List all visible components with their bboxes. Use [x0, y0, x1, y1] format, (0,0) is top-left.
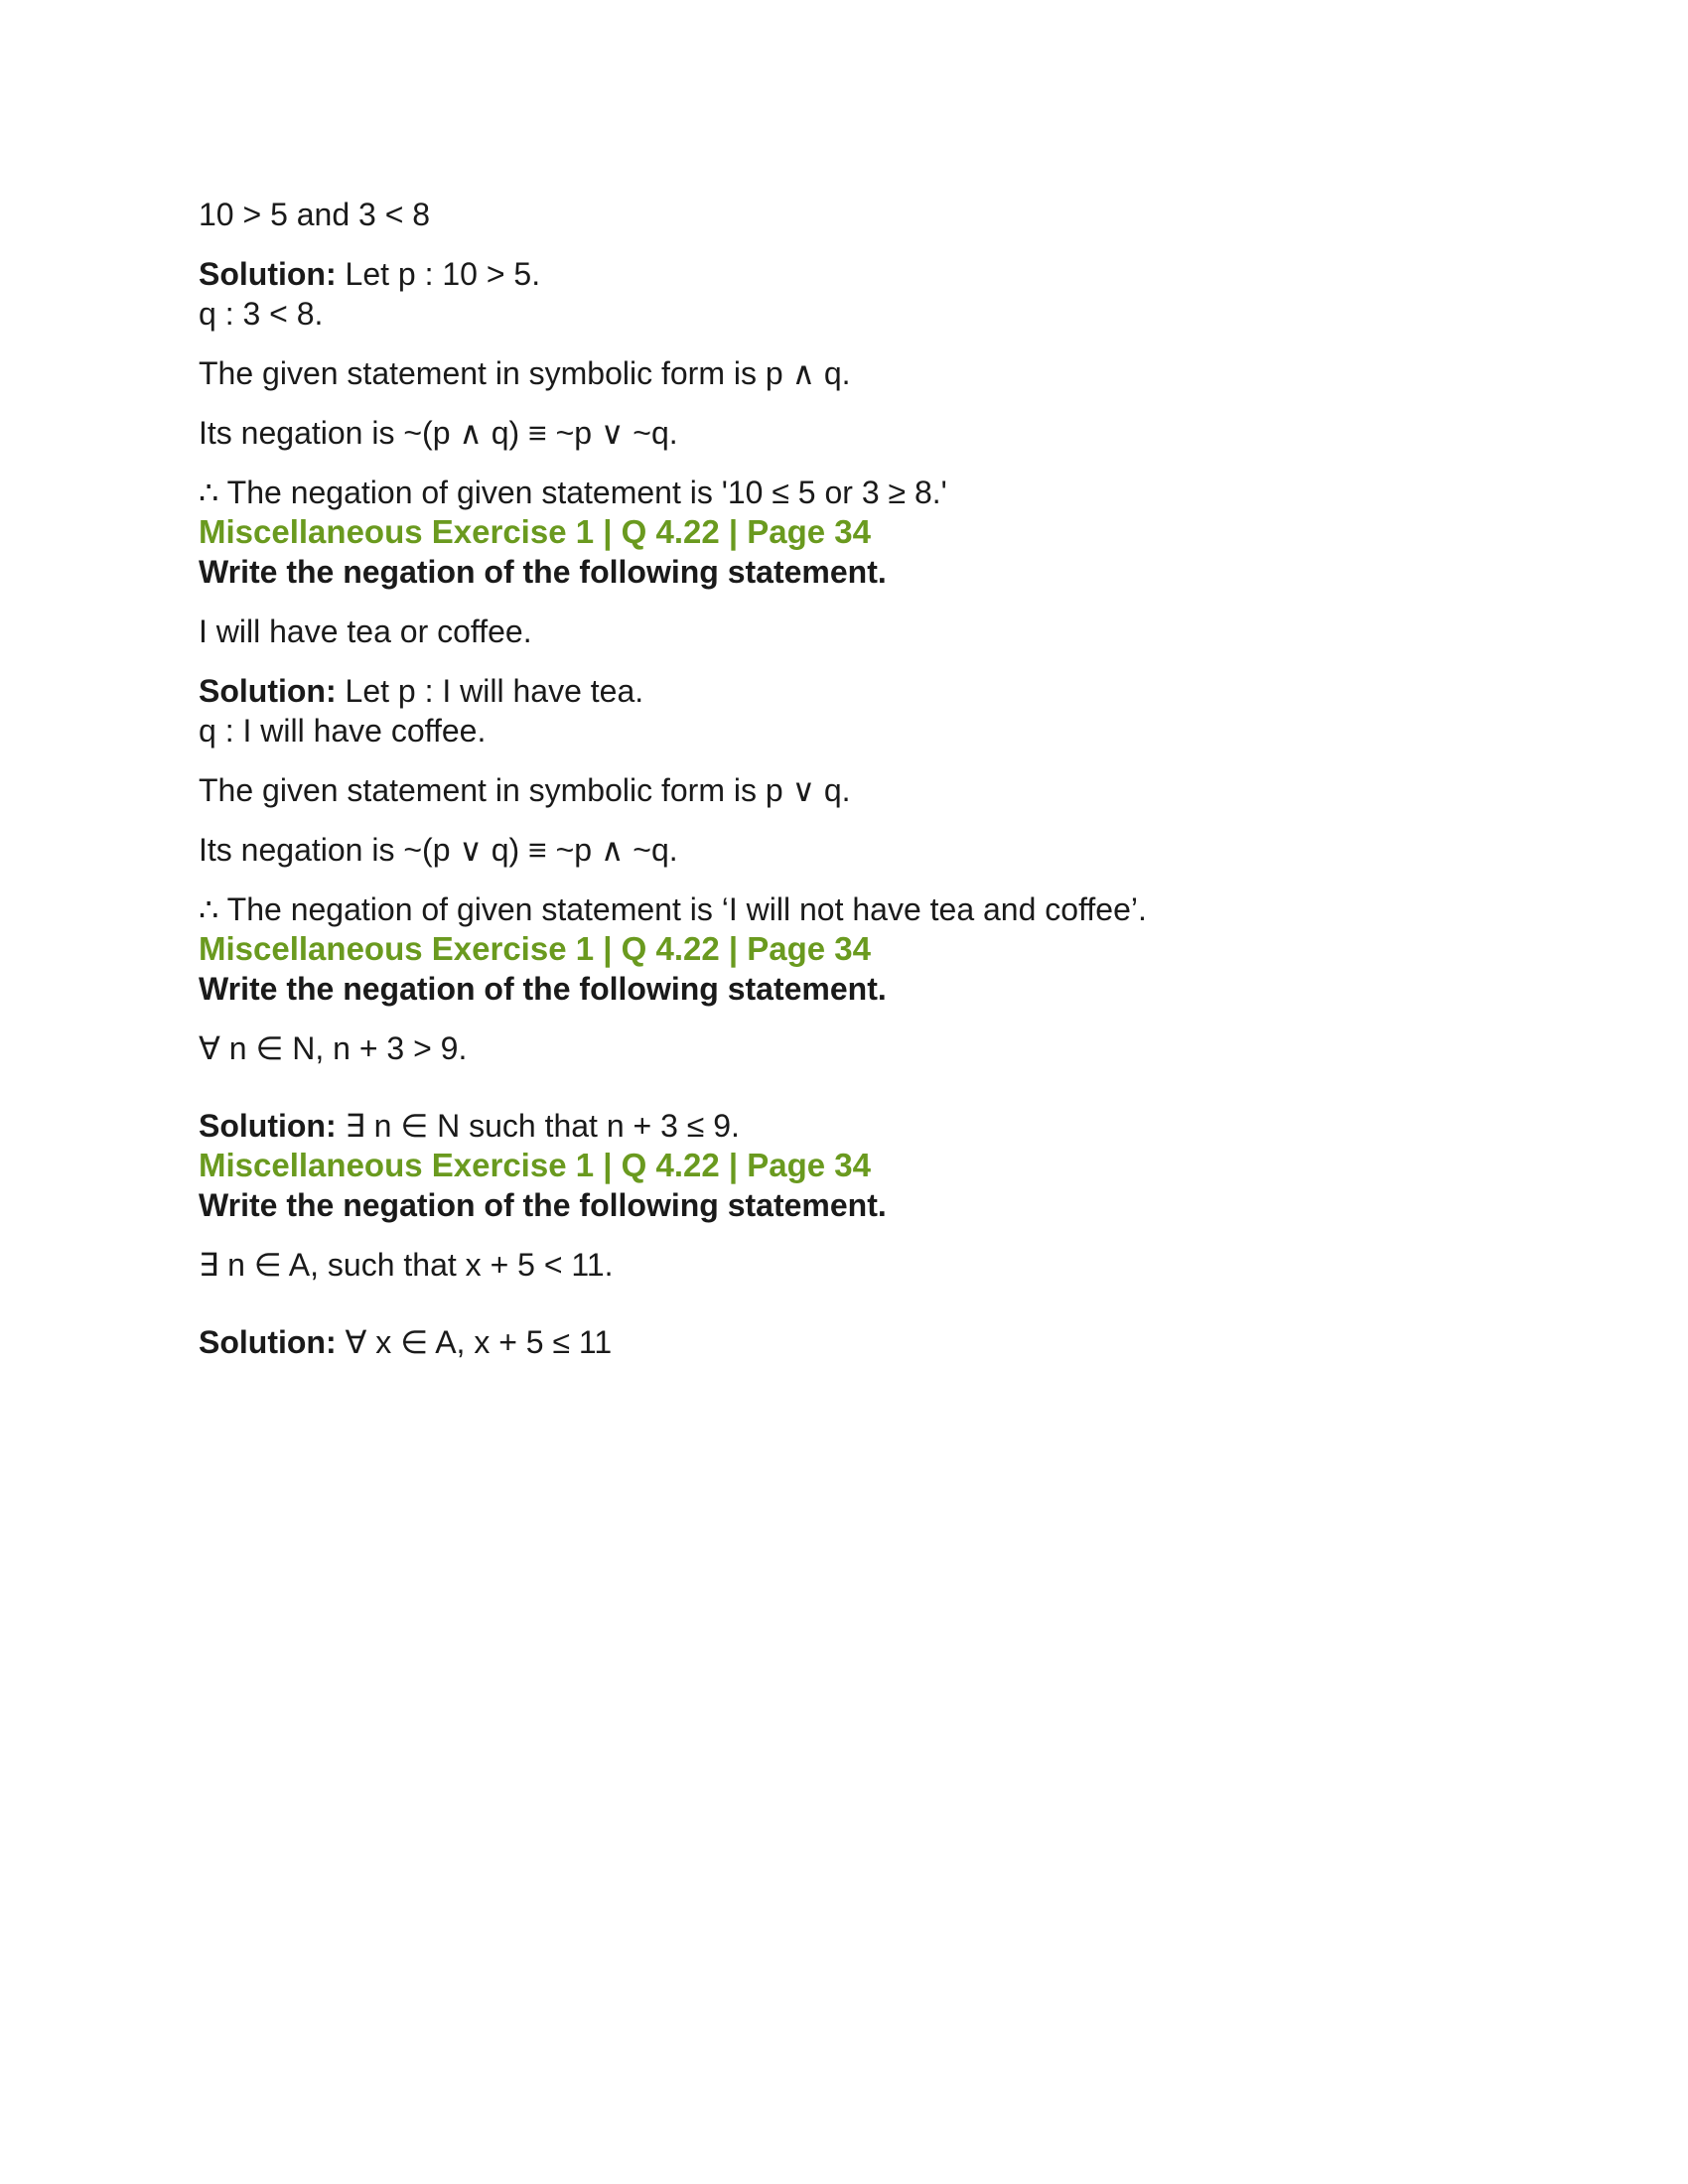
solution-label: Solution:: [199, 673, 337, 709]
statement-text: ∀ n ∈ N, n + 3 > 9.: [199, 1030, 468, 1066]
solution-label: Solution:: [199, 1108, 337, 1144]
negation-text: Its negation is ~(p ∧ q) ≡ ~p ∨ ~q.: [199, 415, 678, 451]
negation-text: Its negation is ~(p ∨ q) ≡ ~p ∧ ~q.: [199, 832, 678, 868]
symbolic-form-text: The given statement in symbolic form is p ∨ q.: [199, 772, 851, 808]
solution-line: [199, 1106, 1489, 1146]
conclusion-text: ∴ The negation of given statement is '10 ≤ 5 or 3 ≥ 8.': [199, 475, 947, 510]
document-page: [199, 195, 1489, 1362]
exercise-heading[interactable]: Miscellaneous Exercise 1 | Q 4.22 | Page 34: [199, 1147, 872, 1183]
statement-text: I will have tea or coffee.: [199, 614, 532, 649]
solution-text: Let p : I will have tea.: [336, 673, 644, 709]
solution-line: [199, 254, 1489, 294]
question-text: Write the negation of the following statement.: [199, 554, 887, 590]
statement-text: 10 > 5 and 3 < 8: [199, 197, 431, 232]
question-text: Write the negation of the following statement.: [199, 1187, 887, 1223]
solution-block-3: [199, 929, 1489, 1146]
solution-block-1: [199, 195, 1489, 512]
solution-label: Solution:: [199, 256, 337, 292]
solution-block-2: [199, 512, 1489, 929]
exercise-heading[interactable]: Miscellaneous Exercise 1 | Q 4.22 | Page 34: [199, 930, 872, 967]
solution-text: ∀ x ∈ A, x + 5 ≤ 11: [336, 1324, 613, 1360]
solution-text: ∃ n ∈ N such that n + 3 ≤ 9.: [336, 1108, 740, 1144]
solution-block-4: [199, 1146, 1489, 1362]
symbolic-form-text: The given statement in symbolic form is p ∧ q.: [199, 355, 851, 391]
solution-label: Solution:: [199, 1324, 337, 1360]
solution-continuation: q : I will have coffee.: [199, 713, 487, 749]
solution-line: [199, 671, 1489, 711]
solution-continuation: q : 3 < 8.: [199, 296, 324, 332]
exercise-heading[interactable]: Miscellaneous Exercise 1 | Q 4.22 | Page 34: [199, 513, 872, 550]
question-text: Write the negation of the following statement.: [199, 971, 887, 1007]
solution-text: Let p : 10 > 5.: [336, 256, 541, 292]
statement-text: ∃ n ∈ A, such that x + 5 < 11.: [199, 1247, 614, 1283]
solution-line: [199, 1322, 1489, 1362]
conclusion-text: ∴ The negation of given statement is ‘I will not have tea and coffee’.: [199, 891, 1147, 927]
